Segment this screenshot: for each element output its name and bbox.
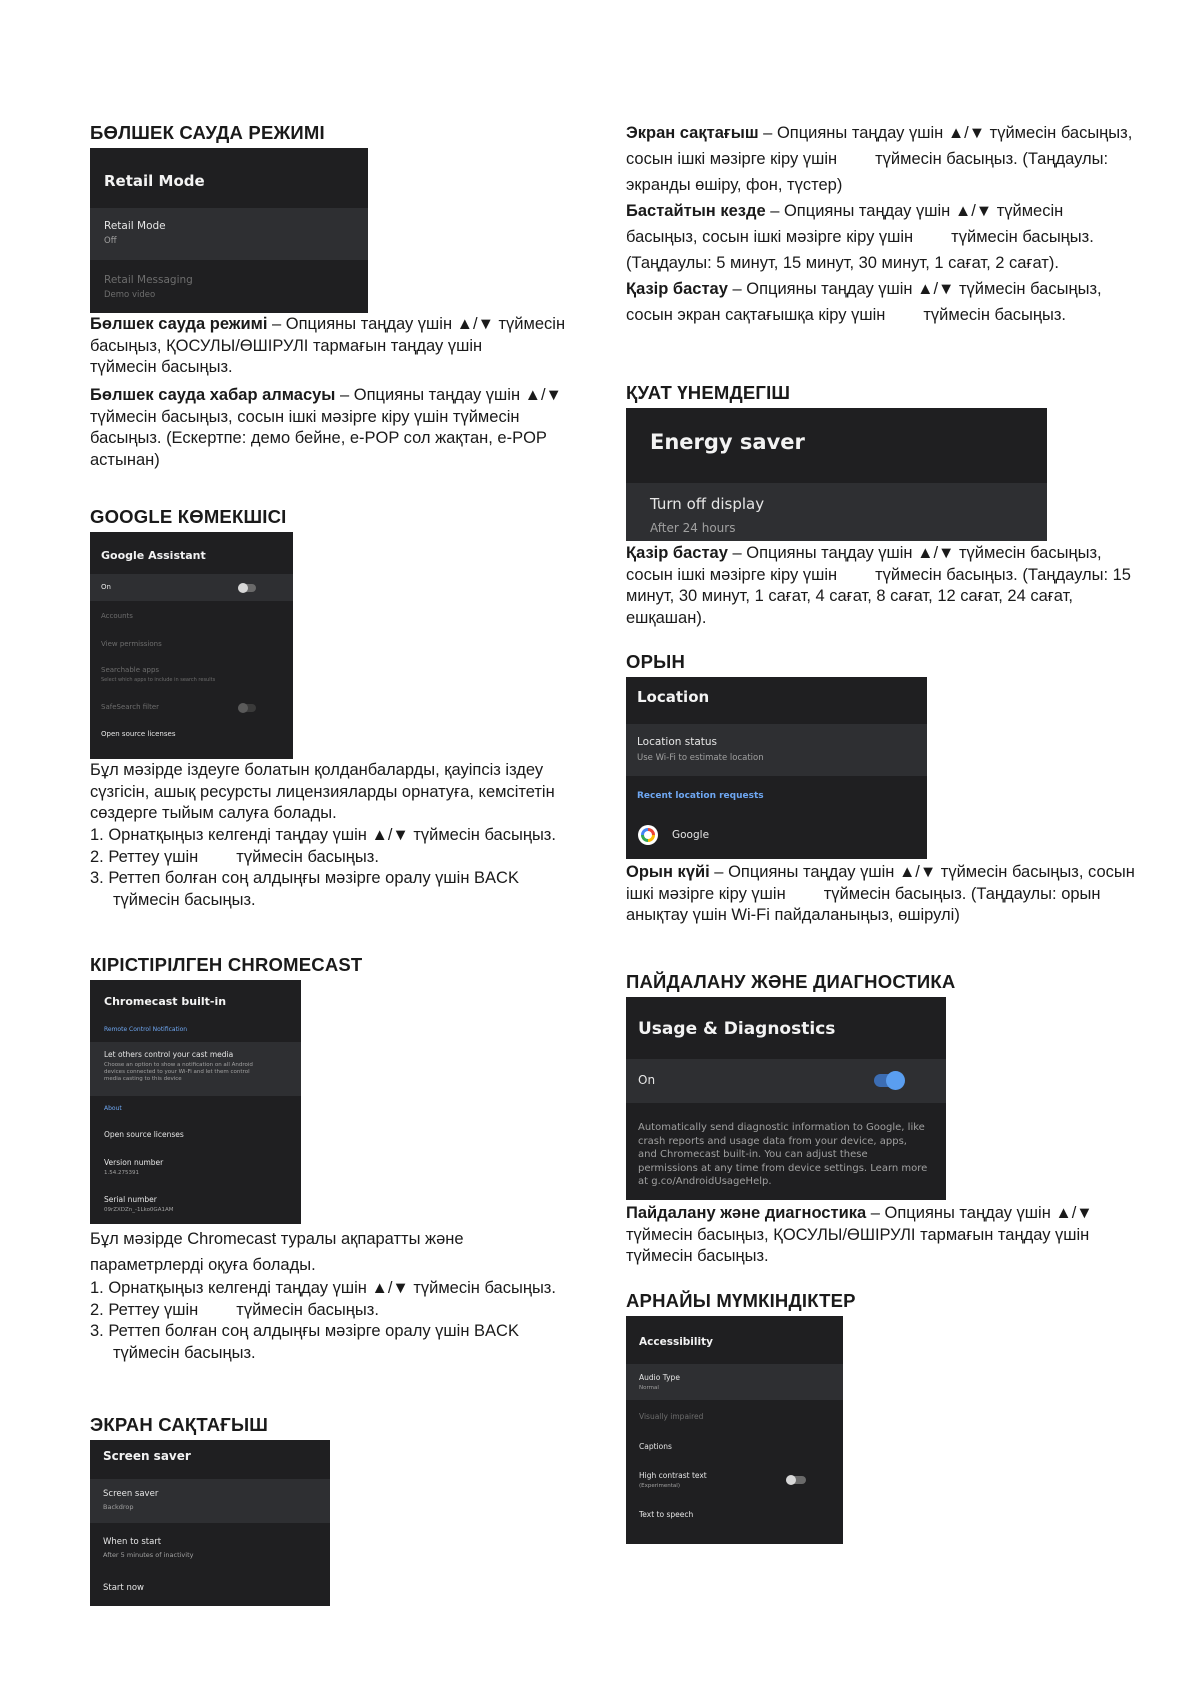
- turn-off-display-label: Turn off display: [650, 495, 765, 513]
- usage-desc-end: түймесін басыңыз.: [626, 1247, 769, 1266]
- usage-heading: ПАЙДАЛАНУ ЖӘНЕ ДИАГНОСТИКА: [626, 971, 956, 992]
- assistant-step-2-a: 2. Реттеу үшін: [90, 847, 199, 866]
- chromecast-control-item[interactable]: [90, 1042, 301, 1096]
- energy-saver-screen: [626, 408, 1047, 541]
- retail-mode-label: Retail Mode: [104, 220, 166, 232]
- location-desc: – Опцияны таңдау үшін ▲/▼ түймесін басыңыз, сосын ішкі мәзірге кіру үшін: [626, 863, 1135, 903]
- chromecast-section-about: About: [104, 1105, 122, 1112]
- screensaver-paragraph: [626, 120, 1136, 198]
- energy-term: Қазір бастау: [626, 544, 728, 562]
- chromecast-step-2-a: 2. Реттеу үшін: [90, 1300, 199, 1319]
- energy-heading: ҚУАТ ҮНЕМДЕГІШ: [626, 382, 791, 403]
- assistant-paragraph: Бұл мәзірде іздеуге болатын қолданбаларды, қауіпсіз іздеу сүзгісін, ашық ресурсты лицензияларды орнатуға, кемсітетін сөздерге тыйым салуға болады.: [90, 761, 555, 823]
- when-to-start-desc: – Опцияны таңдау үшін ▲/▼ түймесін басыңыз, сосын ішкі мәзірге кіру үшін: [626, 202, 1064, 246]
- chromecast-paragraph: Бұл мәзірде Chromecast туралы ақпаратты және параметрлерді оқуға болады.: [90, 1230, 464, 1274]
- location-app-google[interactable]: Google: [672, 829, 710, 841]
- start-now-paragraph: [626, 276, 1116, 328]
- chromecast-screen: [90, 980, 301, 1224]
- assistant-step-2: [90, 847, 568, 869]
- assistant-safesearch[interactable]: SafeSearch filter: [101, 703, 160, 711]
- retail-messaging-value: Demo video: [104, 290, 156, 300]
- google-logo-icon: [638, 825, 658, 845]
- energy-screen-title: Energy saver: [650, 430, 805, 454]
- assistant-searchable-apps[interactable]: Searchable apps: [101, 666, 160, 674]
- location-screen-title: Location: [637, 688, 710, 706]
- retail-heading: БӨЛШЕК САУДА РЕЖИМІ: [90, 122, 325, 143]
- high-contrast-label[interactable]: High contrast text: [639, 1471, 707, 1480]
- retail-mode-item[interactable]: [90, 208, 368, 260]
- screensaver-term: Экран сақтағыш: [626, 124, 759, 142]
- retail-messaging-paragraph: [90, 385, 568, 471]
- google-assistant-screen: [90, 532, 293, 759]
- usage-screen-title: Usage & Diagnostics: [638, 1019, 836, 1039]
- retail-screen-title: Retail Mode: [104, 172, 205, 190]
- when-to-start-sub: After 5 minutes of inactivity: [103, 1551, 194, 1559]
- assistant-toggle[interactable]: [238, 584, 256, 592]
- chromecast-serial-value: 09rZXDZn_-1Lko0GA1AM: [104, 1207, 174, 1213]
- usage-toggle[interactable]: [874, 1074, 902, 1087]
- location-status-sub: Use Wi-Fi to estimate location: [637, 753, 764, 763]
- assistant-screen-title: Google Assistant: [101, 549, 206, 562]
- location-screen: [626, 677, 927, 859]
- retail-messaging-term: Бөлшек сауда хабар алмасуы: [90, 386, 336, 404]
- assistant-step-3-cont: түймесін басыңыз.: [113, 890, 256, 909]
- start-now-desc: – Опцияны таңдау үшін ▲/▼ түймесін басыңыз, сосын экран сақтағышқа кіру үшін: [626, 280, 1102, 324]
- retail-messaging-label: Retail Messaging: [104, 274, 193, 286]
- start-now-term: Қазір бастау: [626, 280, 728, 298]
- usage-description: Automatically send diagnostic information to Google, like crash reports and usage data from your device, apps, and Chromecast built-in. You can adjust these permissions at any time from device settings. Learn more at g.co/AndroidUsageHelp.: [638, 1122, 928, 1187]
- assistant-searchable-apps-sub: Select which apps to include in search results: [101, 677, 216, 683]
- retail-mode-paragraph: [90, 314, 568, 379]
- screensaver-item[interactable]: [90, 1479, 330, 1523]
- location-status-item[interactable]: [626, 724, 927, 776]
- retail-mode-screen: [90, 148, 368, 313]
- screensaver-item-sub: Backdrop: [103, 1503, 134, 1511]
- usage-paragraph: [626, 1203, 1136, 1268]
- retail-messaging-item[interactable]: [90, 260, 368, 312]
- high-contrast-sub: (Experimental): [639, 1483, 680, 1489]
- retail-messaging-desc: – Опцияны таңдау үшін ▲/▼ түймесін басыңыз, сосын ішкі мәзірге кіру үшін түймесін басыңыз. (Ескертпе: демо бейне, e-POP сол жақтан, e-POP астынан): [90, 386, 562, 469]
- assistant-view-permissions[interactable]: View permissions: [101, 640, 162, 648]
- chromecast-version-value: 1.54.275391: [104, 1170, 139, 1176]
- turn-off-display-sub: After 24 hours: [650, 521, 736, 535]
- chromecast-step-3-cont: түймесін басыңыз.: [113, 1343, 256, 1362]
- text-to-speech-item[interactable]: Text to speech: [639, 1510, 694, 1519]
- chromecast-open-source[interactable]: Open source licenses: [104, 1130, 184, 1139]
- location-paragraph: [626, 862, 1136, 927]
- safesearch-toggle[interactable]: [238, 704, 256, 712]
- audio-type-label: Audio Type: [639, 1373, 680, 1382]
- chromecast-screen-title: Chromecast built-in: [104, 995, 227, 1008]
- assistant-step-1: 1. Орнатқыңыз келгенді таңдау үшін ▲/▼ түймесін басыңыз.: [90, 826, 556, 844]
- assistant-on-item[interactable]: [90, 574, 293, 601]
- assistant-steps: [90, 825, 568, 911]
- location-heading: ОРЫН: [626, 651, 686, 672]
- chromecast-serial-label: Serial number: [104, 1195, 157, 1204]
- energy-desc: – Опцияны таңдау үшін ▲/▼ түймесін басыңыз, сосын ішкі мәзірге кіру үшін: [626, 544, 1102, 584]
- retail-mode-term: Бөлшек сауда режимі: [90, 315, 268, 333]
- location-term: Орын күйі: [626, 863, 710, 881]
- accessibility-screen: [626, 1316, 843, 1544]
- recent-requests-section: Recent location requests: [637, 791, 764, 801]
- chromecast-section-notification: Remote Control Notification: [104, 1026, 188, 1033]
- assistant-step-3: 3. Реттеп болған соң алдыңғы мәзірге оралу үшін BACK: [90, 869, 519, 888]
- screen-saver-screen: [90, 1440, 330, 1606]
- usage-desc: – Опцияны таңдау үшін ▲/▼ түймесін басыңыз, ҚОСУЛЫ/ӨШІРУЛІ тармағын таңдау үшін: [626, 1204, 1093, 1244]
- chromecast-steps: [90, 1278, 568, 1364]
- chromecast-step-2-b: түймесін басыңыз.: [236, 1300, 379, 1319]
- chromecast-step-1: 1. Орнатқыңыз келгенді таңдау үшін ▲/▼ түймесін басыңыз.: [90, 1279, 556, 1297]
- audio-type-sub: Normal: [639, 1385, 659, 1391]
- screensaver-desc-end: түймесін басыңыз. (Таңдаулы: экранды өшіру, фон, түстер): [626, 150, 1109, 194]
- retail-mode-desc-end: түймесін басыңыз.: [90, 358, 233, 377]
- retail-mode-value: Off: [104, 236, 117, 246]
- start-now-desc-end: түймесін басыңыз.: [923, 306, 1067, 324]
- assistant-heading: GOOGLE КӨМЕКШІСІ: [90, 506, 287, 527]
- energy-paragraph: [626, 543, 1136, 629]
- assistant-open-source[interactable]: Open source licenses: [101, 730, 176, 738]
- chromecast-control-sub: Choose an option to show a notification on all Android devices connected to your Wi-Fi and let them control media casting to this device: [104, 1062, 253, 1082]
- when-to-start-desc-end: түймесін басыңыз. (Таңдаулы: 5 минут, 15 минут, 30 минут, 1 сағат, 2 сағат).: [626, 228, 1094, 272]
- usage-on-item[interactable]: [626, 1059, 946, 1103]
- when-to-start-term: Бастайтын кезде: [626, 202, 766, 220]
- usage-term: Пайдалану және диагностика: [626, 1204, 867, 1222]
- screensaver-desc: – Опцияны таңдау үшін ▲/▼ түймесін басыңыз, сосын ішкі мәзірге кіру үшін: [626, 124, 1133, 168]
- usage-on-label: On: [638, 1073, 656, 1087]
- accessibility-heading: АРНАЙЫ МҮМКІНДІКТЕР: [626, 1290, 856, 1311]
- chromecast-version-label: Version number: [104, 1158, 164, 1167]
- chromecast-step-3: 3. Реттеп болған соң алдыңғы мәзірге оралу үшін BACK: [90, 1322, 519, 1341]
- screensaver-item-label: Screen saver: [103, 1489, 159, 1499]
- chromecast-control-label: Let others control your cast media: [104, 1050, 234, 1059]
- when-to-start-label[interactable]: When to start: [103, 1537, 162, 1547]
- screensaver-screen-title: Screen saver: [103, 1449, 191, 1463]
- audio-type-item[interactable]: [626, 1364, 843, 1400]
- assistant-step-2-b: түймесін басыңыз.: [236, 847, 379, 866]
- when-to-start-paragraph: [626, 198, 1136, 276]
- retail-mode-desc: – Опцияны таңдау үшін ▲/▼ түймесін басыңыз, ҚОСУЛЫ/ӨШІРУЛІ тармағын таңдау үшін: [90, 315, 566, 355]
- assistant-on-label: On: [101, 583, 111, 591]
- chromecast-step-2: [90, 1300, 568, 1322]
- usage-diagnostics-screen: [626, 997, 946, 1200]
- turn-off-display-item[interactable]: [626, 483, 1047, 541]
- screensaver-heading: ЭКРАН САҚТАҒЫШ: [90, 1414, 269, 1435]
- captions-item[interactable]: Captions: [639, 1442, 672, 1451]
- start-now-label[interactable]: Start now: [103, 1583, 145, 1593]
- accessibility-screen-title: Accessibility: [639, 1336, 713, 1348]
- assistant-accounts[interactable]: Accounts: [101, 612, 133, 620]
- chromecast-heading: КІРІСТІРІЛГЕН CHROMECAST: [90, 954, 363, 975]
- location-status-label: Location status: [637, 736, 718, 748]
- location-desc-end: түймесін басыңыз. (Таңдаулы: орын анықтау үшін Wi-Fi пайдаланыңыз, өшірулі): [626, 884, 1101, 925]
- high-contrast-toggle[interactable]: [786, 1476, 806, 1484]
- energy-desc-end: түймесін басыңыз. (Таңдаулы: 15 минут, 30 минут, 1 сағат, 4 сағат, 8 сағат, 12 сағат, 24 сағат, ешқашан).: [626, 565, 1131, 627]
- visually-impaired-item[interactable]: Visually impaired: [639, 1412, 704, 1421]
